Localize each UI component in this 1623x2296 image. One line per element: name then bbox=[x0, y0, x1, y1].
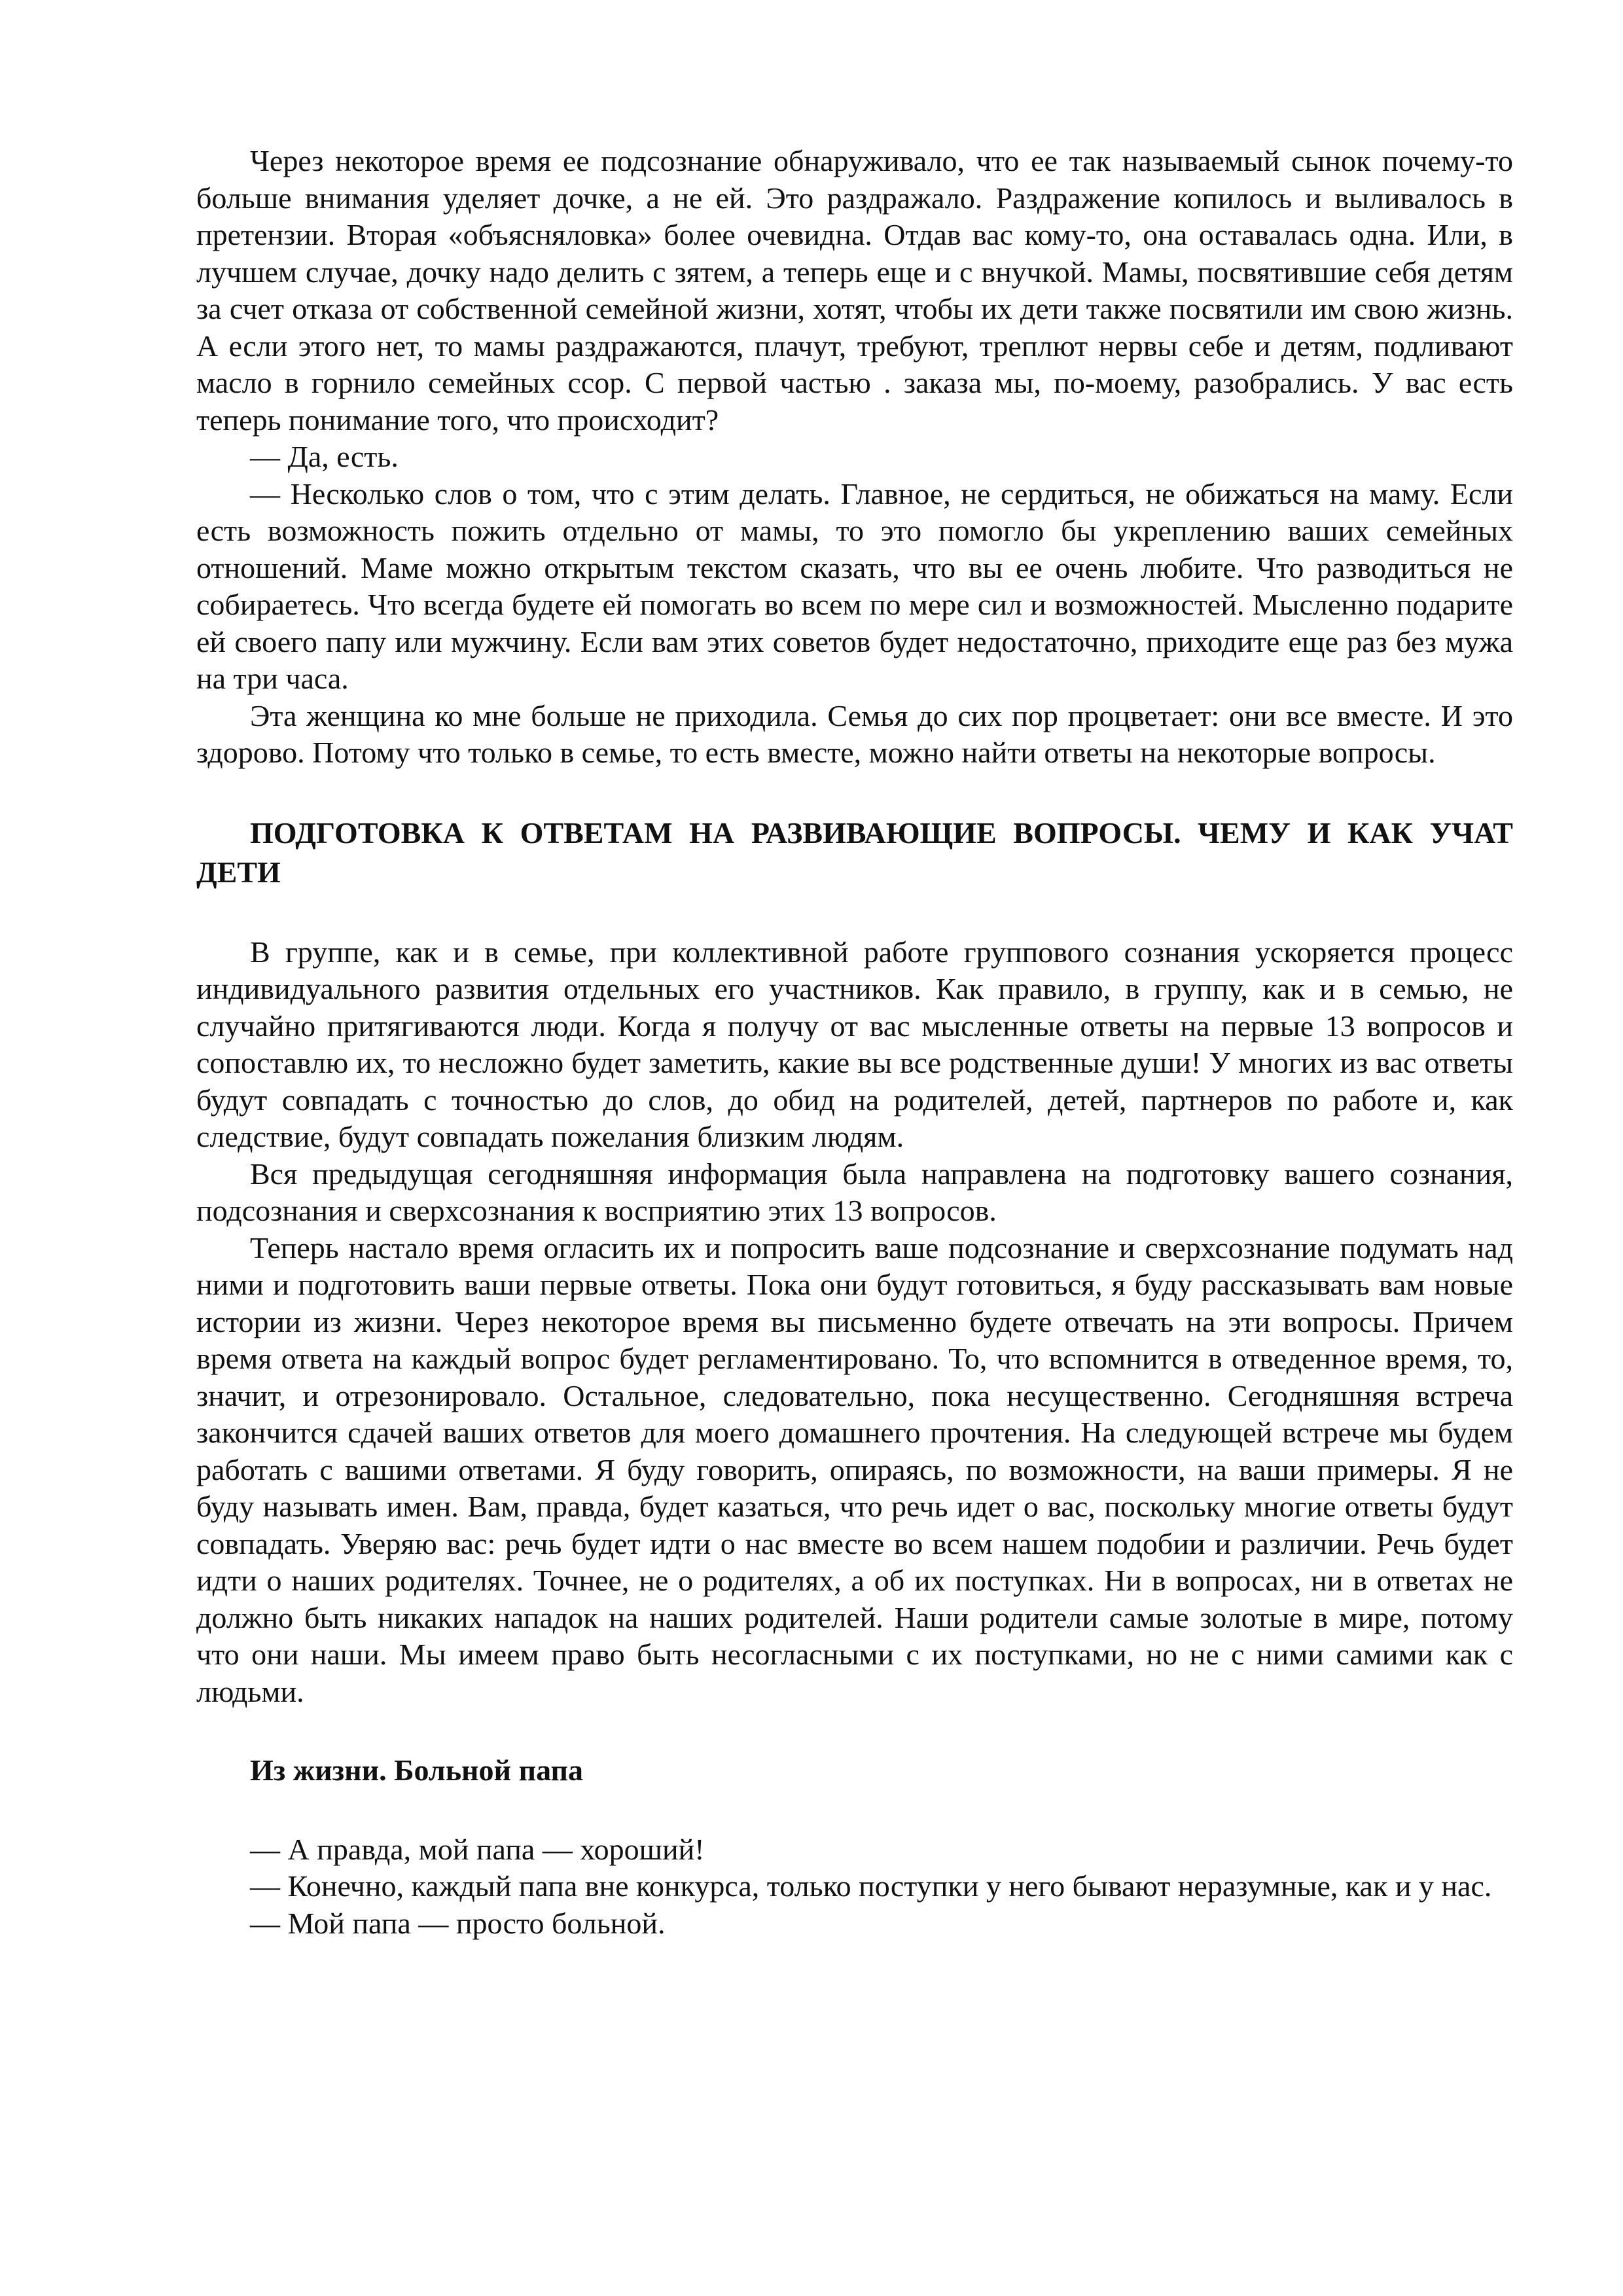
section-sick-dad bbox=[196, 1752, 1513, 1942]
paragraph: Вся предыдущая сегодняшняя информация была направлена на подготовку вашего сознания, подсознания и сверхсознания к восприятию этих 13 вопросов. bbox=[196, 1157, 1513, 1227]
dialogue-line: — Несколько слов о том, что с этим делать. Главное, не сердиться, не обижаться на маму. Если есть возможность пожить отдельно от мамы, то это помогло бы укреплению ваших семейных отношений. Маме можно открытым текстом сказать, что вы ее очень любите. Что разводиться не собираетесь. Что всегда будете ей помогать во всем по мере сил и возможностей. Мысленно подарите ей своего папу или мужчину. Если вам этих советов будет недостаточно, приходите еще раз без мужа на три часа. bbox=[196, 476, 1513, 695]
paragraph: Через некоторое время ее подсознание обнаруживало, что ее так называемый сынок почему-то больше внимания уделяет дочке, а не ей. Это раздражало. Раздражение копилось и выливалось в претензии. Вторая «объясняловка» более очевидна. Отдав вас кому-то, она оставалась одна. Или, в лучшем случае, дочку надо делить с зятем, а теперь еще и с внучкой. Мамы, посвятившие себя детям за счет отказа от собственной семейной жизни, хотят, чтобы их дети также посвятили им свою жизнь. А если этого нет, то мамы раздражаются, плачут, требуют, треплют нервы себе и детям, подливают масло в горнило семейных ссор. С первой частью . заказа мы, по-моему, разобрались. У вас есть теперь понимание того, что происходит? bbox=[196, 144, 1513, 437]
dialogue-line: — Да, есть. bbox=[250, 440, 399, 473]
paragraph: Эта женщина ко мне больше не приходила. Семья до сих пор процветает: они все вместе. И это здорово. Потому что только в семье, то есть вместе, можно найти ответы на некоторые вопросы. bbox=[196, 698, 1513, 769]
dialogue-line: — Конечно, каждый папа вне конкурса, только поступки у него бывают неразумные, как и у нас. bbox=[250, 1869, 1492, 1903]
paragraph: В группе, как и в семье, при коллективной работе группового сознания ускоряется процесс индивидуального развития отдельных его участников. Как правило, в группу, как и в семью, не случайно притягиваются люди. Когда я получу от вас мысленные ответы на первые 13 вопросов и сопоставлю их, то несложно будет заметить, какие вы все родственные души! У многих из вас ответы будут совпадать с точностью до слов, до обид на родителей, детей, партнеров по работе и, как следствие, будут совпадать пожелания близким людям. bbox=[196, 935, 1513, 1153]
dialogue-line: — А правда, мой папа — хороший! bbox=[250, 1832, 705, 1866]
subsection-heading: Из жизни. Больной папа bbox=[250, 1753, 583, 1787]
dialogue-line: — Мой папа — просто больной. bbox=[250, 1906, 666, 1940]
document-page bbox=[196, 143, 1513, 1942]
section-heading: ПОДГОТОВКА К ОТВЕТАМ НА РАЗВИВАЮЩИЕ ВОПРОСЫ. ЧЕМУ И КАК УЧАТ ДЕТИ bbox=[196, 816, 1513, 889]
section-preparation bbox=[196, 814, 1513, 1711]
paragraph: Теперь настало время огласить их и попросить ваше подсознание и сверхсознание подумать над ними и подготовить ваши первые ответы. Пока они будут готовиться, я буду рассказывать вам новые истории из жизни. Через некоторое время вы письменно будете отвечать на эти вопросы. Причем время ответа на каждый вопрос будет регламентировано. То, что вспомнится в отведенное время, то, значит, и отрезонировало. Остальное, следовательно, пока несущественно. Сегодняшняя встреча закончится сдачей ваших ответов для моего домашнего прочтения. На следующей встрече мы будем работать с вашими ответами. Я буду говорить, опираясь, по возможности, на ваши примеры. Я не буду называть имен. Вам, правда, будет казаться, что речь идет о вас, поскольку многие ответы будут совпадать. Уверяю вас: речь будет идти о нас вместе во всем нашем подобии и различии. Речь будет идти о наших родителях. Точнее, не о родителях, а об их поступках. Ни в вопросах, ни в ответах не должно быть никаких нападок на наших родителей. Наши родители самые золотые в мире, потому что они наши. Мы имеем право быть несогласными с их поступками, но не с ними самими как с людьми. bbox=[196, 1230, 1513, 1708]
section-story-continuation bbox=[196, 143, 1513, 772]
